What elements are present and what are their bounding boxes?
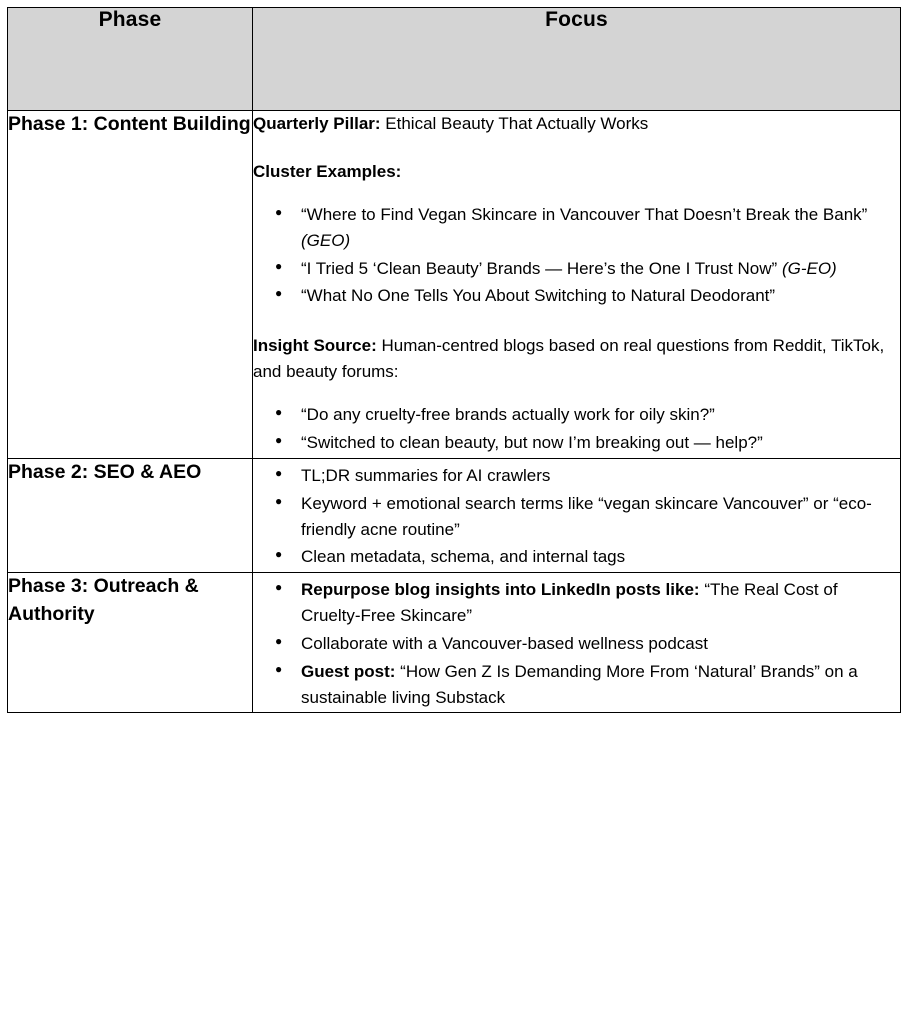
cluster-example-tag: (G-EO) [781,258,837,278]
quarterly-pillar-value: Ethical Beauty That Actually Works [380,114,649,133]
insight-source-line [253,333,900,384]
bullet-text: “The Real Cost of Cruelty-Free Skincare” [301,580,838,626]
quarterly-pillar-line [253,111,900,137]
cluster-examples-heading [253,159,900,185]
column-header-focus: Focus [253,8,901,111]
phase2-bullet-list [253,463,900,570]
bullet-text: Keyword + emotional search terms like “vegan skincare Vancouver” or “eco-friendly acne routine” [301,493,872,539]
phase-label-cell-2: Phase 2: SEO & AEO [8,458,253,572]
table-header-row [8,8,901,111]
table-row [8,111,901,459]
column-header-phase: Phase [8,8,253,111]
list-item [301,544,900,570]
focus-cell-1 [253,111,901,459]
list-item [301,577,900,629]
table-row [8,573,901,713]
list-item [301,463,900,489]
insight-source-value: Human-centred blogs based on real questions from Reddit, TikTok, and beauty forums: [253,336,885,381]
bullet-text: Clean metadata, schema, and internal tags [301,547,626,567]
insight-source-label: Insight Source: [253,336,377,356]
table-row [8,458,901,572]
bullet-text: “How Gen Z Is Demanding More From ‘Natural’ Brands” on a sustainable living Substack [301,661,858,707]
table-header [8,8,901,111]
list-item [301,631,900,657]
bullet-text: Collaborate with a Vancouver-based wellness podcast [301,633,708,653]
bullet-bold-lead: Repurpose blog insights into LinkedIn posts like: [301,580,700,600]
list-item: ● “Do any cruelty-free brands actually work for oily skin?” [301,402,900,428]
phase-label-cell-1: Phase 1: Content Building [8,111,253,459]
list-item [301,256,900,282]
list-item [301,283,900,309]
table-body [8,111,901,713]
focus-cell-2 [253,458,901,572]
cluster-example-text: “Where to Find Vegan Skincare in Vancouver That Doesn’t Break the Bank” [301,205,868,224]
cluster-example-tag: (GEO) [301,230,351,250]
phase3-bullet-list [253,577,900,710]
phase-label-cell-3: Phase 3: Outreach & Authority [8,573,253,713]
bullet-text: TL;DR summaries for AI crawlers [301,465,551,485]
cluster-example-text: “I Tried 5 ‘Clean Beauty’ Brands — Here’s the One I Trust Now” [301,258,782,278]
list-item: ● “Switched to clean beauty, but now I’m breaking out — help?” [301,430,900,456]
list-item [301,202,900,254]
phase-focus-table [7,7,901,713]
bullet-bold-lead: Guest post: [301,661,396,681]
cluster-examples-list [253,202,900,309]
list-item [301,491,900,543]
insight-source-list [253,402,900,456]
quarterly-pillar-label: Quarterly Pillar: [253,114,381,133]
focus-cell-3 [253,573,901,713]
list-item [301,659,900,711]
cluster-example-text: “What No One Tells You About Switching to Natural Deodorant” [301,286,776,306]
cluster-examples-label: Cluster Examples: [253,161,402,181]
